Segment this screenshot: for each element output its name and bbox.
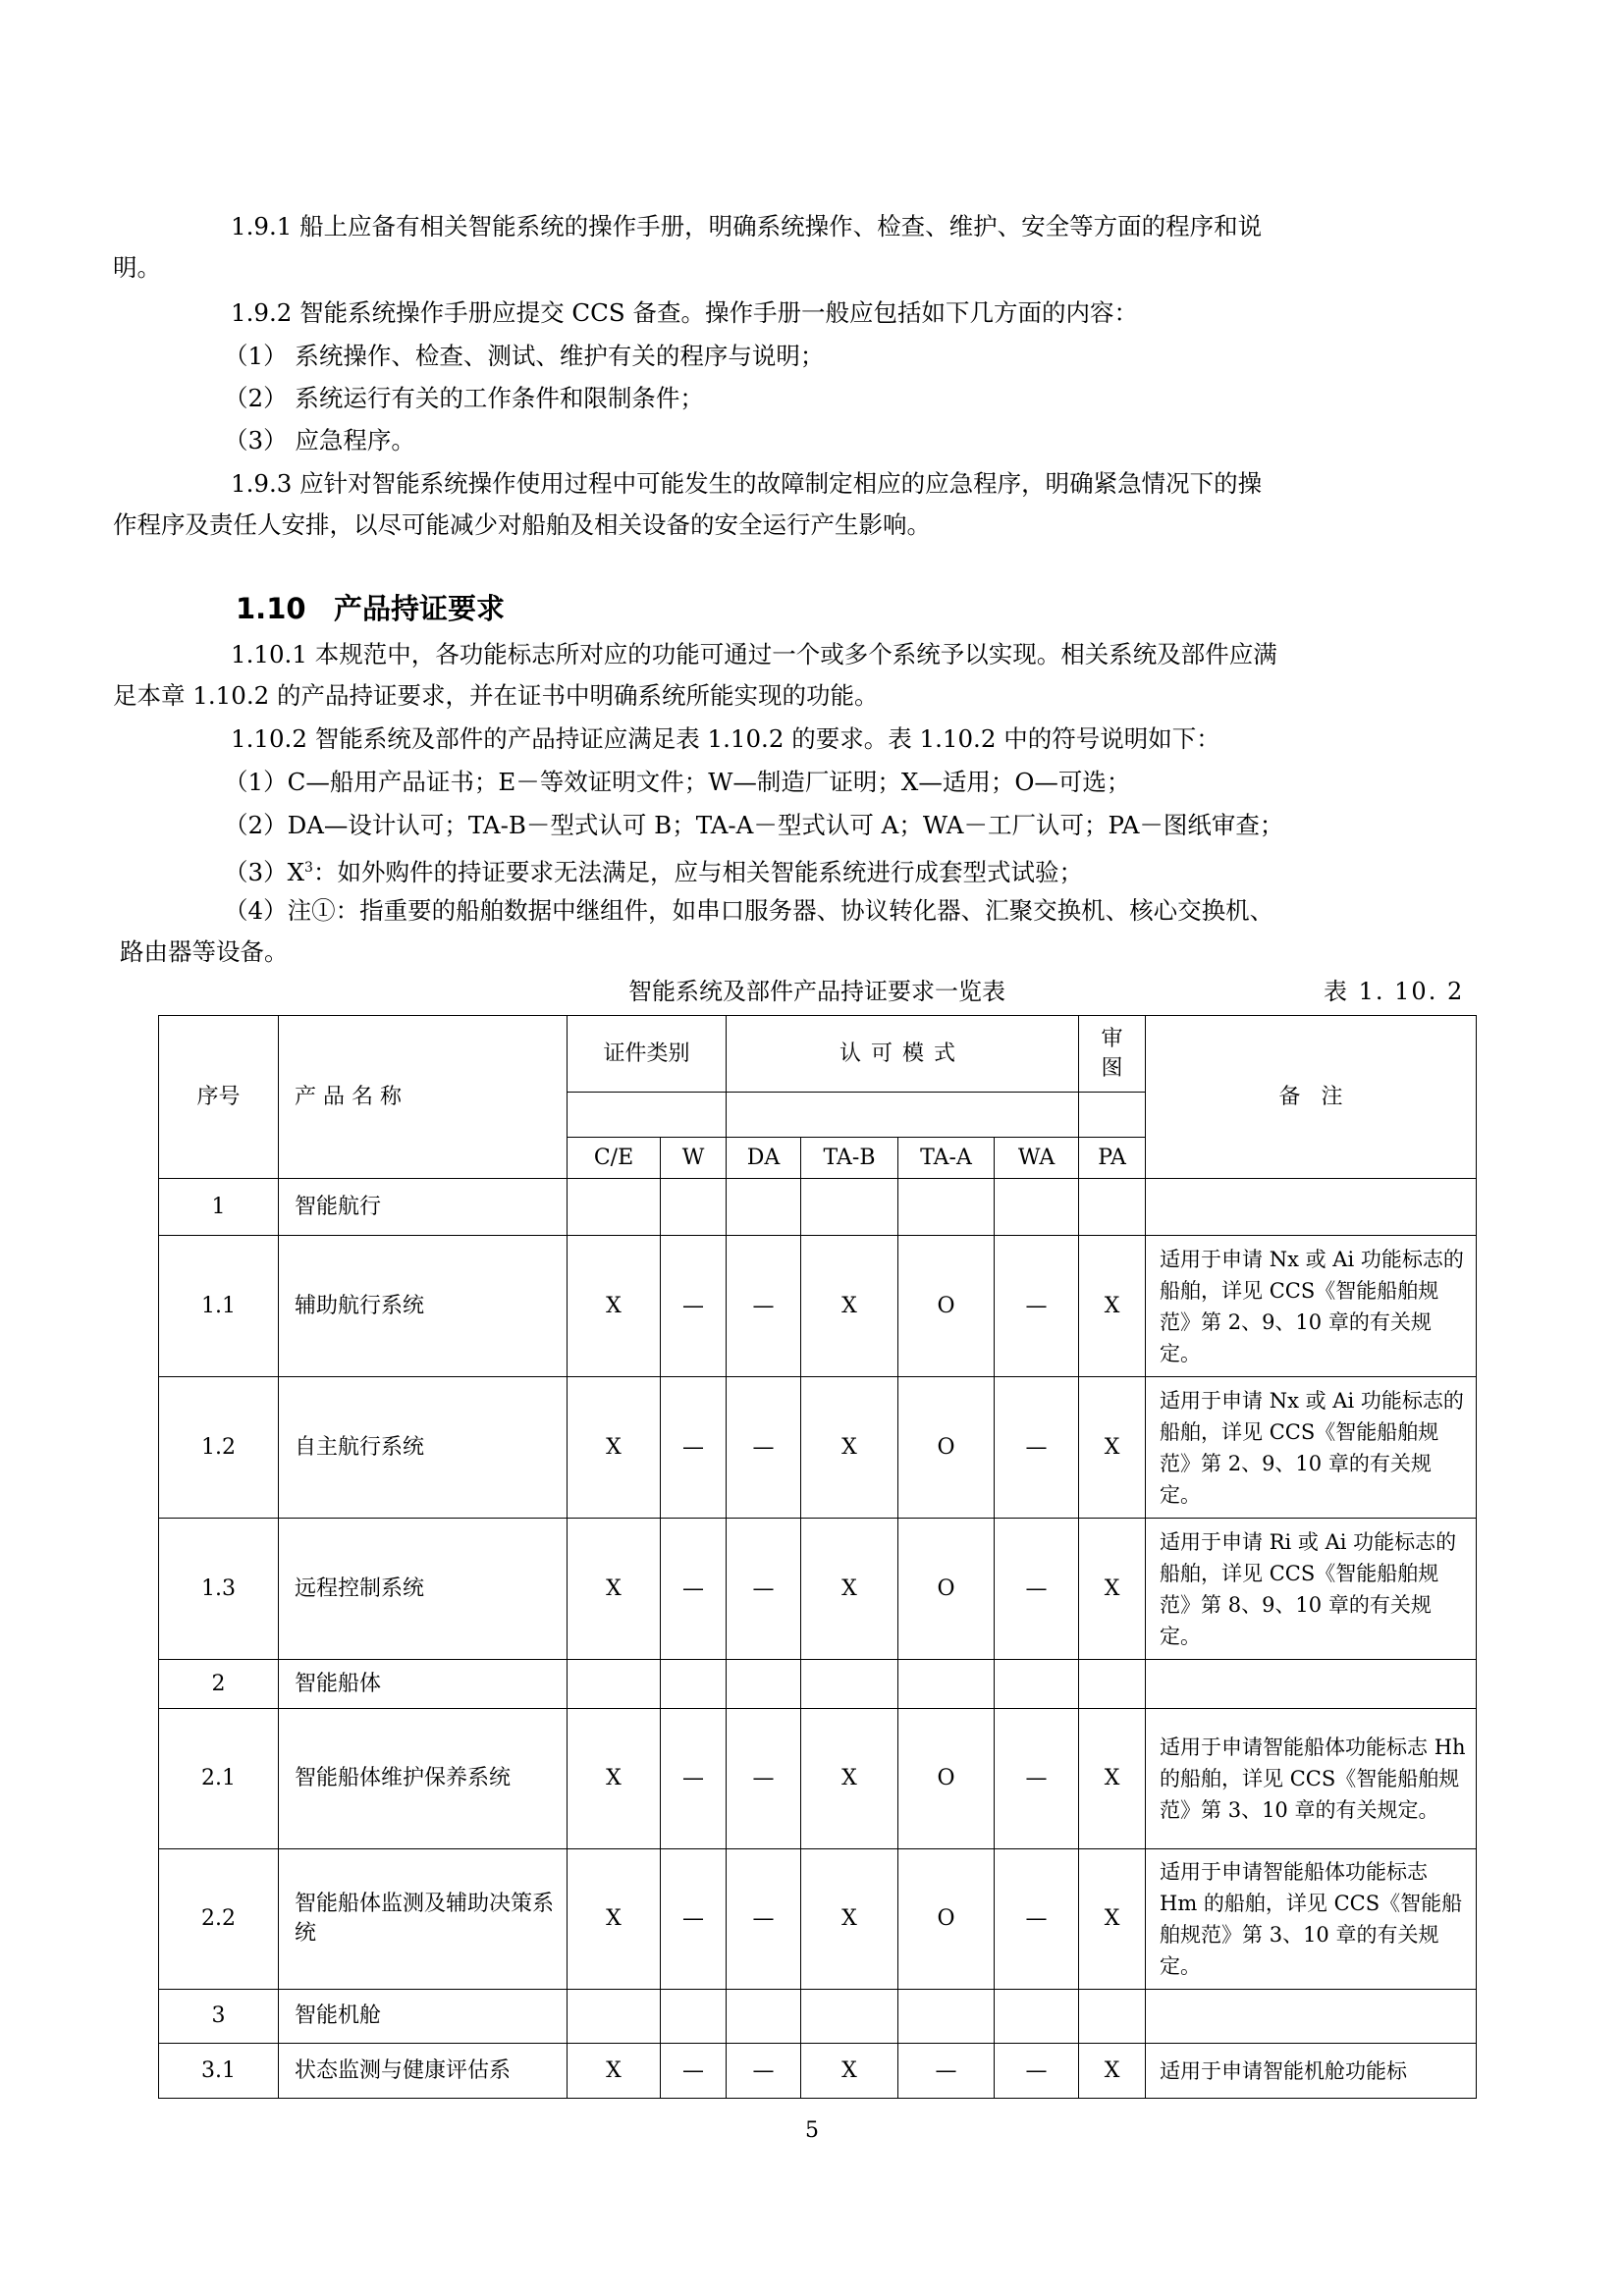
cell-da — [727, 1179, 801, 1236]
cell-name: 智能船体维护保养系统 — [279, 1709, 568, 1849]
cell-wa — [995, 1179, 1079, 1236]
cell-seq: 1.1 — [159, 1236, 279, 1377]
header-seq: 序号 — [159, 1016, 279, 1179]
cell-wa: — — [995, 2044, 1079, 2099]
cell-ta-b — [801, 1990, 898, 2044]
cell-name: 远程控制系统 — [279, 1519, 568, 1660]
header-da: DA — [727, 1138, 801, 1179]
cell-ce: X — [568, 1709, 661, 1849]
header-remarks: 备 注 — [1146, 1016, 1477, 1179]
cell-w: — — [661, 1377, 727, 1519]
section-number: 1.10 — [236, 592, 306, 625]
cell-ta-a — [898, 1990, 995, 2044]
list-item-2: （2） 系统运行有关的工作条件和限制条件； — [224, 384, 704, 412]
cell-ce: X — [568, 1849, 661, 1990]
cell-note: 适用于申请智能船体功能标志 Hm 的船舶，详见 CCS《智能船舶规范》第 3、10 章的有关规定。 — [1146, 1849, 1477, 1990]
paragraph-1-9-1-line2: 明。 — [113, 253, 161, 282]
certification-requirements-table — [158, 1015, 1477, 2099]
cell-wa: — — [995, 1236, 1079, 1377]
cell-name: 自主航行系统 — [279, 1377, 568, 1519]
cell-ce: X — [568, 2044, 661, 2099]
cell-ta-b: X — [801, 2044, 898, 2099]
table-header-row-1 — [159, 1016, 1477, 1093]
cell-ta-b — [801, 1660, 898, 1709]
cell-da: — — [727, 1849, 801, 1990]
cell-w — [661, 1990, 727, 2044]
cell-name: 智能船体 — [279, 1660, 568, 1709]
paragraph-1-9-3 — [113, 463, 1468, 546]
table-row — [159, 1236, 1477, 1377]
cell-pa: X — [1079, 1377, 1146, 1519]
cell-note: 适用于申请智能船体功能标志 Hh 的船舶，详见 CCS《智能船舶规范》第 3、10 章的有关规定。 — [1146, 1709, 1477, 1849]
cell-w: — — [661, 1709, 727, 1849]
cell-ce — [568, 1660, 661, 1709]
paragraph-1-10-1 — [113, 634, 1468, 717]
cell-ta-a: O — [898, 1236, 995, 1377]
cell-ce: X — [568, 1236, 661, 1377]
symbol-item-3-text: ：如外购件的持证要求无法满足，应与相关智能系统进行成套型式试验； — [312, 858, 1083, 887]
page-number: 5 — [805, 2118, 819, 2143]
symbol-item-3-prefix: （3）X — [224, 858, 305, 887]
cell-da: — — [727, 2044, 801, 2099]
cell-ta-b: X — [801, 1236, 898, 1377]
cell-ce: X — [568, 1377, 661, 1519]
cell-ta-a — [898, 1660, 995, 1709]
table-row — [159, 1709, 1477, 1849]
header-blank-review — [1079, 1093, 1146, 1138]
cell-ce: X — [568, 1519, 661, 1660]
header-w: W — [661, 1138, 727, 1179]
table-number: 表 1. 10. 2 — [1324, 978, 1465, 1005]
header-ta-a: TA-A — [898, 1138, 995, 1179]
cell-wa — [995, 1990, 1079, 2044]
header-blank-cert — [568, 1093, 727, 1138]
cell-seq: 3.1 — [159, 2044, 279, 2099]
cell-note: 适用于申请 Nx 或 Ai 功能标志的船舶，详见 CCS《智能船舶规范》第 2、9、10 章的有关规定。 — [1146, 1236, 1477, 1377]
paragraph-1-10-2: 1.10.2 智能系统及部件的产品持证应满足表 1.10.2 的要求。表 1.10.2 中的符号说明如下： — [231, 724, 1220, 753]
cell-wa: — — [995, 1849, 1079, 1990]
cell-ta-a — [898, 1179, 995, 1236]
symbol-item-3 — [224, 847, 1520, 893]
table-title: 智能系统及部件产品持证要求一览表 — [628, 978, 1005, 1005]
cell-ta-a: O — [898, 1709, 995, 1849]
cell-w: — — [661, 2044, 727, 2099]
list-item-1: （1） 系统操作、检查、测试、维护有关的程序与说明； — [224, 342, 825, 370]
paragraph-1-9-2: 1.9.2 智能系统操作手册应提交 CCS 备查。操作手册一般应包括如下几方面的内容： — [231, 298, 1138, 327]
table-row — [159, 1990, 1477, 2044]
cell-w: — — [661, 1236, 727, 1377]
cell-da: — — [727, 1519, 801, 1660]
cell-da — [727, 1660, 801, 1709]
note-item-4 — [120, 890, 1468, 973]
cell-seq: 1 — [159, 1179, 279, 1236]
cell-pa: X — [1079, 1519, 1146, 1660]
cell-ta-a: — — [898, 2044, 995, 2099]
cell-note: 适用于申请 Nx 或 Ai 功能标志的船舶，详见 CCS《智能船舶规范》第 2、9、10 章的有关规定。 — [1146, 1377, 1477, 1519]
cell-pa: X — [1079, 2044, 1146, 2099]
cell-seq: 2.2 — [159, 1849, 279, 1990]
note-item-4-line2: 路由器等设备。 — [120, 937, 289, 966]
header-drawing-review — [1079, 1016, 1146, 1093]
cell-da — [727, 1990, 801, 2044]
cell-w — [661, 1660, 727, 1709]
header-blank-approval — [727, 1093, 1079, 1138]
paragraph-1-9-1-line1: 1.9.1 船上应备有相关智能系统的操作手册，明确系统操作、检查、维护、安全等方面的程序和说 — [231, 212, 1263, 240]
cell-wa: — — [995, 1519, 1079, 1660]
cell-ta-b: X — [801, 1377, 898, 1519]
symbol-item-3-superscript: 3 — [304, 860, 313, 876]
section-title: 产品持证要求 — [334, 592, 506, 625]
cell-da: — — [727, 1377, 801, 1519]
cell-seq: 2 — [159, 1660, 279, 1709]
cell-name: 辅助航行系统 — [279, 1236, 568, 1377]
note-item-4-line1: （4）注①：指重要的船舶数据中继组件，如串口服务器、协议转化器、汇聚交换机、核心交换机、 — [224, 896, 1274, 925]
cell-ta-b: X — [801, 1849, 898, 1990]
cell-wa — [995, 1660, 1079, 1709]
header-ce: C/E — [568, 1138, 661, 1179]
cell-pa — [1079, 1660, 1146, 1709]
cell-seq: 1.3 — [159, 1519, 279, 1660]
cell-ta-b: X — [801, 1519, 898, 1660]
cell-wa: — — [995, 1709, 1079, 1849]
table-row — [159, 1519, 1477, 1660]
cell-name: 智能航行 — [279, 1179, 568, 1236]
table-row — [159, 2044, 1477, 2099]
symbol-item-2: （2）DA—设计认可；TA-B－型式认可 B；TA-A－型式认可 A；WA－工厂认可；PA－图纸审查； — [224, 811, 1284, 839]
cell-name: 智能机舱 — [279, 1990, 568, 2044]
header-wa: WA — [995, 1138, 1079, 1179]
symbol-item-1: （1）C—船用产品证书；E－等效证明文件；W—制造厂证明；X—适用；O—可选； — [224, 768, 1131, 796]
cell-ta-a: O — [898, 1849, 995, 1990]
cell-ce — [568, 1179, 661, 1236]
cell-w: — — [661, 1849, 727, 1990]
paragraph-1-9-1 — [113, 206, 1468, 289]
table-row — [159, 1377, 1477, 1519]
cell-seq: 3 — [159, 1990, 279, 2044]
header-drawing-review-char1: 审 — [1101, 1026, 1123, 1051]
cell-ta-b — [801, 1179, 898, 1236]
cell-pa: X — [1079, 1849, 1146, 1990]
cell-name: 状态监测与健康评估系 — [279, 2044, 568, 2099]
cell-seq: 2.1 — [159, 1709, 279, 1849]
cell-ta-a: O — [898, 1377, 995, 1519]
cell-pa: X — [1079, 1709, 1146, 1849]
cell-seq: 1.2 — [159, 1377, 279, 1519]
header-pa: PA — [1079, 1138, 1146, 1179]
cell-name: 智能船体监测及辅助决策系统 — [279, 1849, 568, 1990]
header-cert-type: 证件类别 — [568, 1016, 727, 1093]
cell-note — [1146, 1660, 1477, 1709]
cell-w — [661, 1179, 727, 1236]
header-drawing-review-char2: 图 — [1101, 1055, 1123, 1081]
cell-pa — [1079, 1990, 1146, 2044]
table-row — [159, 1849, 1477, 1990]
cell-pa: X — [1079, 1236, 1146, 1377]
list-item-3: （3） 应急程序。 — [224, 426, 415, 454]
header-approval-mode: 认可模式 — [727, 1016, 1079, 1093]
paragraph-1-9-3-line2: 作程序及责任人安排，以尽可能减少对船舶及相关设备的安全运行产生影响。 — [113, 510, 931, 539]
cell-note: 适用于申请智能机舱功能标 — [1146, 2044, 1477, 2099]
section-heading — [236, 587, 505, 630]
header-ta-b: TA-B — [801, 1138, 898, 1179]
cell-da: — — [727, 1709, 801, 1849]
table-row — [159, 1179, 1477, 1236]
table-row — [159, 1660, 1477, 1709]
cell-note — [1146, 1179, 1477, 1236]
cell-ta-b: X — [801, 1709, 898, 1849]
cell-ta-a: O — [898, 1519, 995, 1660]
header-product-name: 产 品 名 称 — [279, 1016, 568, 1179]
cell-note — [1146, 1990, 1477, 2044]
cell-ce — [568, 1990, 661, 2044]
paragraph-1-10-1-line2: 足本章 1.10.2 的产品持证要求，并在证书中明确系统所能实现的功能。 — [113, 681, 879, 710]
paragraph-1-10-1-line1: 1.10.1 本规范中，各功能标志所对应的功能可通过一个或多个系统予以实现。相关系统及部件应满 — [231, 640, 1277, 668]
cell-wa: — — [995, 1377, 1079, 1519]
cell-w: — — [661, 1519, 727, 1660]
cell-pa — [1079, 1179, 1146, 1236]
paragraph-1-9-3-line1: 1.9.3 应针对智能系统操作使用过程中可能发生的故障制定相应的应急程序，明确紧急情况下的操 — [231, 469, 1263, 498]
cell-da: — — [727, 1236, 801, 1377]
cell-note: 适用于申请 Ri 或 Ai 功能标志的船舶，详见 CCS《智能船舶规范》第 8、9、10 章的有关规定。 — [1146, 1519, 1477, 1660]
